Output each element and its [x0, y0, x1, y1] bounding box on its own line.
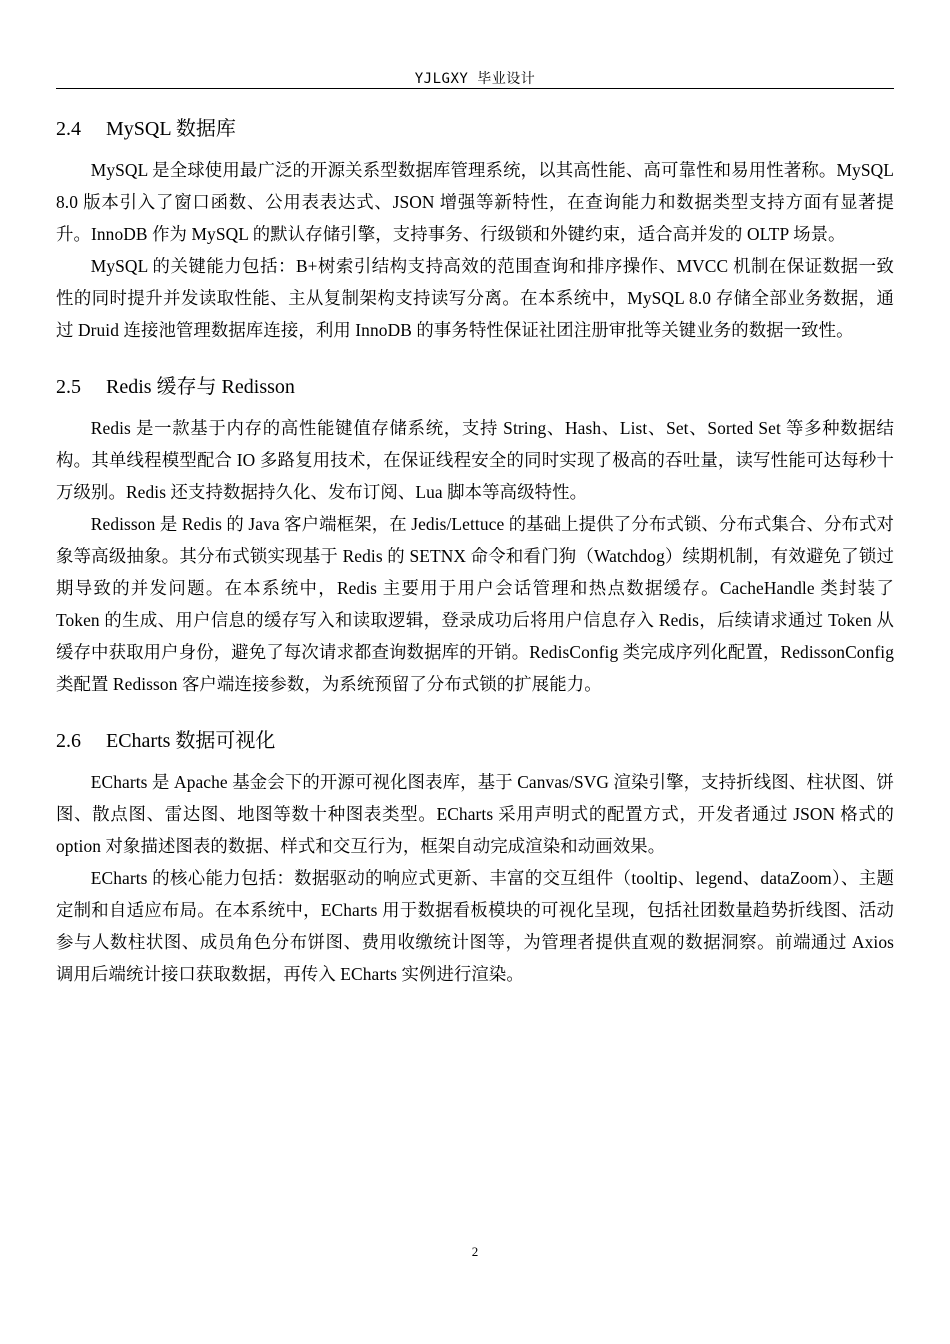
section-heading — [56, 724, 894, 758]
section-number: 2.6 — [56, 730, 81, 752]
page-number: 2 — [471, 1244, 479, 1259]
paragraph: ECharts 的核心能力包括：数据驱动的响应式更新、丰富的交互组件（tooltip、legend、dataZoom）、主题定制和自适应布局。在本系统中，ECharts 用于数据看板模块的可视化呈现，包括社团数量趋势折线图、活动参与人数柱状图、成员角色分布饼图、费用收缴统计图等，为管理者提供直观的数据洞察。前端通过 Axios 调用后端统计接口获取数据，再传入 ECharts 实例进行渲染。 — [56, 868, 894, 984]
section-title: Redis 缓存与 Redisson — [106, 376, 295, 398]
paragraph: MySQL 是全球使用最广泛的开源关系型数据库管理系统，以其高性能、高可靠性和易用性著称。MySQL 8.0 版本引入了窗口函数、公用表表达式、JSON 增强等新特性，在查询能力和数据类型支持方面有显著提升。InnoDB 作为 MySQL 的默认存储引擎，支持事务、行级锁和外键约束，适合高并发的 OLTP 场景。 — [56, 160, 894, 244]
section-number: 2.5 — [56, 376, 81, 398]
section-2-4 — [56, 112, 894, 346]
section-title: MySQL 数据库 — [106, 118, 236, 140]
section-title: ECharts 数据可视化 — [106, 730, 276, 752]
page-content — [56, 112, 894, 990]
section-2-6 — [56, 724, 894, 990]
page-header: YJLGXY 毕业设计 — [414, 71, 536, 87]
section-heading — [56, 112, 894, 146]
paragraph: MySQL 的关键能力包括：B+树索引结构支持高效的范围查询和排序操作、MVCC 机制在保证数据一致性的同时提升并发读取性能、主从复制架构支持读写分离。在本系统中，MySQL 8.0 存储全部业务数据，通过 Druid 连接池管理数据库连接，利用 InnoDB 的事务特性保证社团注册审批等关键业务的数据一致性。 — [56, 256, 894, 340]
paragraph: ECharts 是 Apache 基金会下的开源可视化图表库，基于 Canvas/SVG 渲染引擎，支持折线图、柱状图、饼图、散点图、雷达图、地图等数十种图表类型。ECharts 采用声明式的配置方式，开发者通过 JSON 格式的 option 对象描述图表的数据、样式和交互行为，框架自动完成渲染和动画效果。 — [56, 772, 895, 856]
paragraph: Redisson 是 Redis 的 Java 客户端框架，在 Jedis/Lettuce 的基础上提供了分布式锁、分布式集合、分布式对象等高级抽象。其分布式锁实现基于 Redis 的 SETNX 命令和看门狗（Watchdog）续期机制，有效避免了锁过期导致的并发问题。在本系统中，Redis 主要用于用户会话管理和热点数据缓存。CacheHandle 类封装了 Token 的生成、用户信息的缓存写入和读取逻辑，登录成功后将用户信息存入 Redis，后续请求通过 Token 从缓存中获取用户身份，避免了每次请求都查询数据库的开销。RedisConfig 类完成序列化配置，RedissonConfig 类配置 Redisson 客户端连接参数，为系统预留了分布式锁的扩展能力。 — [56, 514, 894, 694]
paragraph: Redis 是一款基于内存的高性能键值存储系统，支持 String、Hash、List、Set、Sorted Set 等多种数据结构。其单线程模型配合 IO 多路复用技术，在保证线程安全的同时实现了极高的吞吐量，读写性能可达每秒十万级别。Redis 还支持数据持久化、发布订阅、Lua 脚本等高级特性。 — [56, 418, 894, 502]
section-heading — [56, 370, 894, 404]
section-number: 2.4 — [56, 118, 81, 140]
header-divider — [56, 88, 894, 89]
section-2-5 — [56, 370, 894, 700]
